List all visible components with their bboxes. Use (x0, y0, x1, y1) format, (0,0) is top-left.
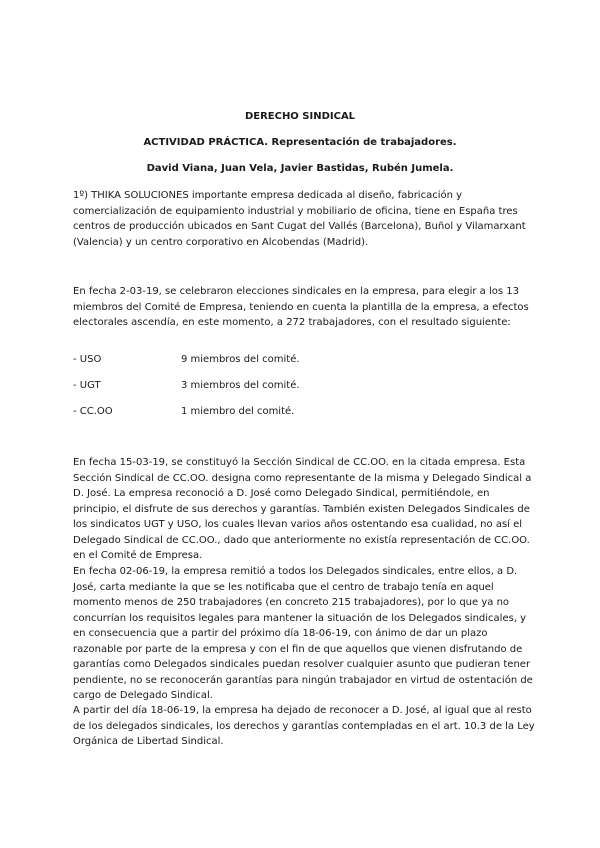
result-seats: 3 miembros del comité. (181, 380, 300, 391)
result-seats: 9 miembros del comité. (181, 354, 300, 365)
document-authors: David Viana, Juan Vela, Javier Bastidas, Rubén Jumela. (146, 163, 454, 174)
paragraph-elections: En fecha 2-03-19, se celebraron elecciones sindicales en la empresa, para elegir a los 13 miembros del Comité de Empresa, teniendo en cuenta la plantilla de la empresa, a efectos electorales ascendía, en este momento, a 272 trabajadores, con el resultado siguiente: (73, 286, 529, 328)
result-union: - UGT (73, 380, 101, 391)
paragraph-company: 1º) THIKA SOLUCIONES importante empresa dedicada al diseño, fabricación y comercialización de equipamiento industrial y mobiliario de oficina, tiene en España tres centros de producción ubicados en Sant Cugat del Vallés (Barcelona), Buñol y Vilamarxant (Valencia) y un centro corporativo en Alcobendas (Madrid). (73, 190, 526, 248)
document-title: DERECHO SINDICAL (244, 111, 356, 122)
paragraph-union-section: En fecha 15-03-19, se constituyó la Sección Sindical de CC.OO. en la citada empresa. Esta Sección Sindical de CC.OO. designa como representante de la misma y Delegado Sindical a D. José. La empresa reconoció a D. José como Delegado Sindical, permitiéndole, en principio, el disfrute de sus derechos y garantías. También existen Delegados Sindicales de los sindicatos UGT y USO, los cuales llevan varios años ostentando esa cualidad, no así el Delegado Sindical de CC.OO., dado que anteriormente no existía representación de CC.OO. en el Comité de Empresa. (73, 457, 532, 561)
document-subtitle: ACTIVIDAD PRÁCTICA. Representación de trabajadores. (143, 137, 457, 148)
result-row (73, 404, 294, 419)
result-row (73, 378, 300, 393)
result-union: - CC.OO (73, 406, 113, 417)
result-row (73, 352, 300, 367)
paragraph-guarantees: A partir del día 18-06-19, la empresa ha dejado de reconocer a D. José, al igual que al resto de los delegados sindicales, los derechos y garantías contempladas en el art. 10.3 de la Ley Orgánica de Libertad Sindical. (73, 705, 535, 747)
paragraph-company-letter: En fecha 02-06-19, la empresa remitió a todos los Delegados sindicales, entre ellos, a D. José, carta mediante la que se les notificaba que el centro de trabajo tenía en aquel momento menos de 250 trabajadores (en concreto 215 trabajadores), por lo que ya no concurrían los requisitos legales para mantener la situación de los Delegados sindicales, y en consecuencia que a partir del próximo día 18-06-19, con ánimo de dar un plazo razonable por parte de la empresa y con el fin de que aquellos que vienen disfrutando de garantías como Delegados sindicales puedan resolver cualquier asunto que pudieran tener pendiente, no se reconocerán garantías para ningún trabajador en virtud de ostentación de cargo de Delegado Sindical. (73, 566, 533, 701)
result-seats: 1 miembro del comité. (181, 406, 295, 417)
result-union: - USO (73, 354, 102, 365)
